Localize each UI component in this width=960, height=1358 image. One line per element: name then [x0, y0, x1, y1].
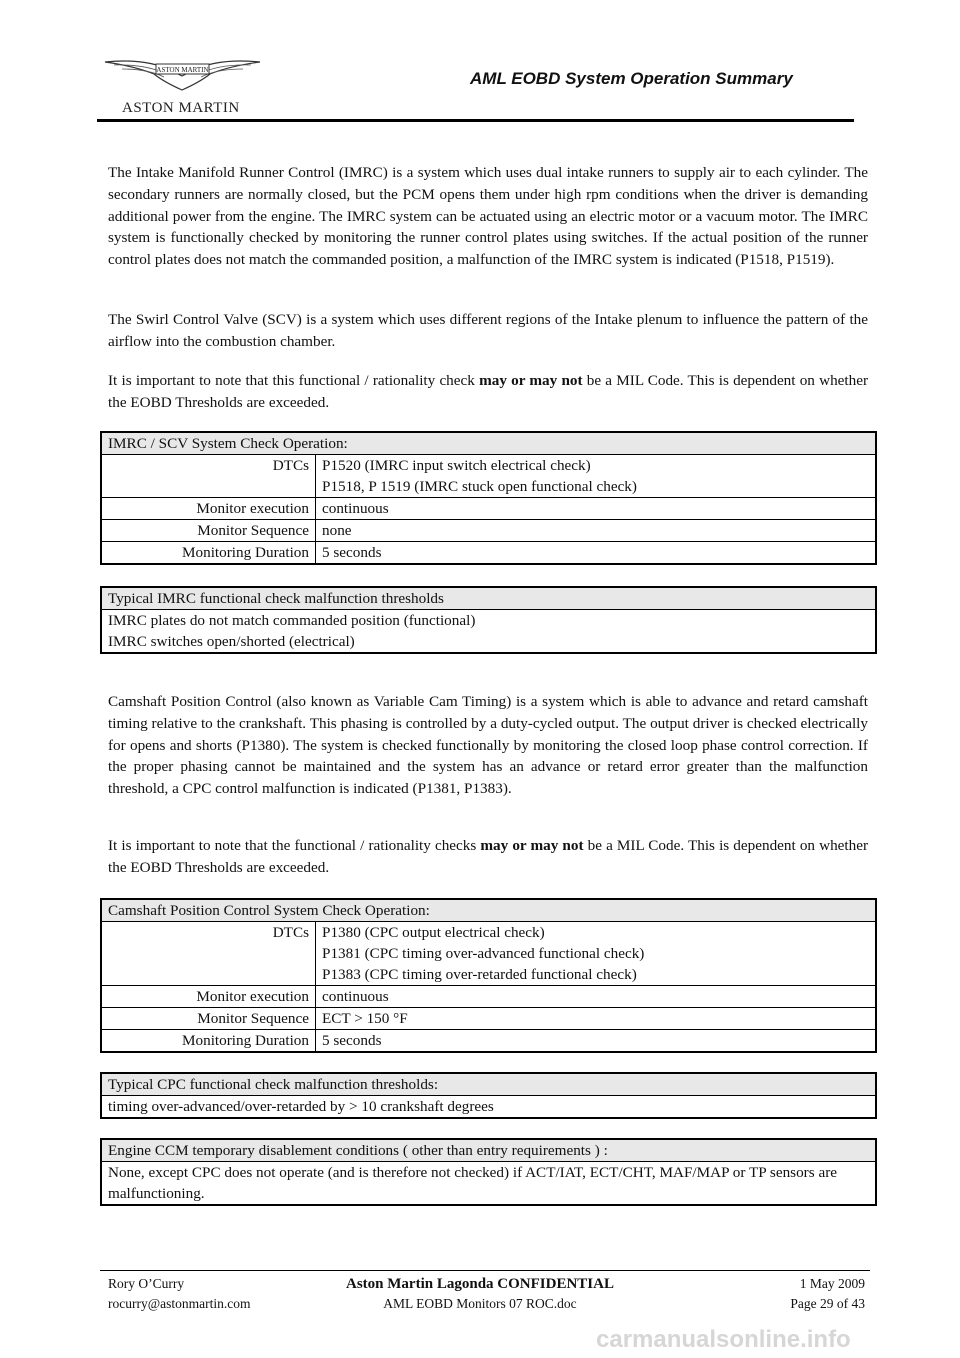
row-value: continuous: [316, 986, 877, 1008]
row-value: 5 seconds: [316, 1030, 877, 1053]
note-1-emphasis: may or may not: [479, 372, 583, 389]
dtc-line: P1381 (CPC timing over-advanced functional check): [322, 945, 645, 962]
row-value: [101, 610, 876, 654]
table-row: [101, 1096, 876, 1119]
row-label: Monitor Sequence: [101, 1008, 316, 1030]
note-2-emphasis: may or may not: [480, 837, 584, 854]
row-value: none: [316, 520, 877, 542]
table-row: [101, 1008, 876, 1030]
footer-filename: AML EOBD Monitors 07 ROC.doc: [383, 1296, 577, 1311]
row-value: [316, 455, 877, 498]
note-2-text-end: be a MIL Code. This is dependent on whether the EOBD Thresholds are exceeded.: [108, 837, 869, 876]
logo-wordmark: ASTON MARTIN: [122, 100, 240, 116]
row-label: Monitoring Duration: [101, 542, 316, 565]
row-value: 5 seconds: [316, 542, 877, 565]
footer-confidential: Aston Martin Lagonda CONFIDENTIAL: [346, 1276, 614, 1292]
footer-email: rocurry@astonmartin.com: [108, 1296, 251, 1311]
imrc-thresholds-table: [100, 586, 877, 654]
table-row: [101, 542, 876, 565]
note-2-text: It is important to note that the functional / rationality checks: [108, 837, 477, 854]
table-row: [101, 986, 876, 1008]
cpc-table-header: Camshaft Position Control System Check Operation:: [101, 899, 876, 922]
note-paragraph-1: [108, 370, 868, 414]
table-row: [101, 610, 876, 654]
note-paragraph-2: [108, 835, 868, 879]
footer-right-block: [790, 1274, 865, 1314]
cpc-thresholds-header: Typical CPC functional check malfunction thresholds:: [101, 1073, 876, 1096]
table-row: [101, 1030, 876, 1053]
row-value: continuous: [316, 498, 877, 520]
imrc-check-table: [100, 431, 877, 565]
threshold-line: IMRC switches open/shorted (electrical): [108, 633, 355, 650]
row-value: ECT > 150 °F: [316, 1008, 877, 1030]
row-value: None, except CPC does not operate (and is therefore not checked) if ACT/IAT, ECT/CHT, MAF/MAP or TP sensors are malfunctioning.: [101, 1162, 876, 1206]
footer-divider: [100, 1270, 870, 1271]
ccm-disable-header: Engine CCM temporary disablement conditions ( other than entry requirements ) :: [101, 1139, 876, 1162]
imrc-table-header: IMRC / SCV System Check Operation:: [101, 432, 876, 455]
row-label: DTCs: [101, 455, 316, 498]
logo-badge-text: ASTON MARTIN: [156, 66, 209, 74]
dtc-line: P1380 (CPC output electrical check): [322, 924, 545, 941]
row-value: [316, 922, 877, 986]
scv-intro-paragraph: The Swirl Control Valve (SCV) is a system which uses different regions of the Intake plenum to influence the pattern of the airflow into the combustion chamber.: [108, 311, 868, 350]
footer-date: 1 May 2009: [799, 1276, 865, 1291]
table-row: [101, 520, 876, 542]
dtc-line: P1520 (IMRC input switch electrical check): [322, 457, 591, 474]
imrc-intro-paragraph: The Intake Manifold Runner Control (IMRC) is a system which uses dual intake runners to supply air to each cylinder. The secondary runners are normally closed, but the PCM opens them under high rpm conditions when the driver is demanding additional power from the engine. The IMRC system can be actuated using an electric motor or a vacuum motor. The IMRC system is functionally checked by monitoring the runner control plates using switches. If the actual position of the runner control plates does not match the commanded position, a malfunction of the IMRC system is indicated (P1518, P1519).: [108, 164, 868, 269]
row-label: Monitor execution: [101, 986, 316, 1008]
note-1-text-end: be a MIL Code. This is dependent on whether the EOBD Thresholds are exceeded.: [108, 372, 869, 411]
footer-author: Rory O’Curry: [108, 1276, 185, 1291]
document-title: AML EOBD System Operation Summary: [470, 69, 793, 88]
row-label: Monitor execution: [101, 498, 316, 520]
cpc-check-table: [100, 898, 877, 1053]
cpc-intro-paragraph: Camshaft Position Control (also known as Variable Cam Timing) is a system which is able to advance and retard camshaft timing relative to the crankshaft. This phasing is controlled by a duty-cycled output. The output driver is checked electrically for opens and shorts (P1380). The system is checked functionally by monitoring the closed loop phase control correction. If the proper phasing cannot be maintained and the system has an advance or retard error greater than the malfunction threshold, a CPC control malfunction is indicated (P1381, P1383).: [108, 693, 868, 798]
header-divider: [97, 119, 854, 122]
dtc-line: P1383 (CPC timing over-retarded functional check): [322, 966, 637, 983]
note-1-text: It is important to note that this functional / rationality check: [108, 372, 475, 389]
table-row: [101, 455, 876, 498]
row-label: Monitor Sequence: [101, 520, 316, 542]
watermark: carmanualsonline.info: [596, 1326, 851, 1353]
cpc-thresholds-table: [100, 1072, 877, 1119]
table-row: [101, 922, 876, 986]
row-label: DTCs: [101, 922, 316, 986]
threshold-line: IMRC plates do not match commanded position (functional): [108, 612, 476, 629]
row-label: Monitoring Duration: [101, 1030, 316, 1053]
table-row: [101, 498, 876, 520]
ccm-disable-table: [100, 1138, 877, 1206]
dtc-line: P1518, P 1519 (IMRC stuck open functional check): [322, 478, 637, 495]
footer-page-number: Page 29 of 43: [790, 1296, 865, 1311]
imrc-thresholds-header: Typical IMRC functional check malfunction thresholds: [101, 587, 876, 610]
table-row: [101, 1162, 876, 1206]
row-value: timing over-advanced/over-retarded by > 10 crankshaft degrees: [101, 1096, 876, 1119]
